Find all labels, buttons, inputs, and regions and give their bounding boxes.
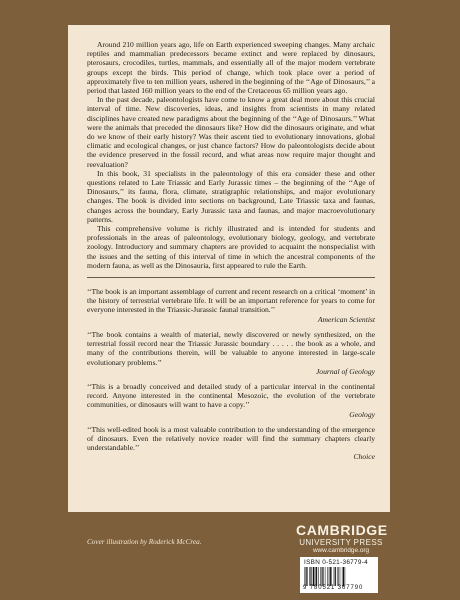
review-source: Geology [349,409,375,419]
barcode-bar [306,567,307,586]
barcode-bar [305,567,306,586]
barcode-bar [323,567,324,586]
barcode-bar [335,567,336,586]
review-quote [87,425,375,462]
barcode-bar [340,567,341,586]
barcode-bar [325,567,326,586]
barcode-bar [316,567,317,586]
barcode-bar [311,567,312,586]
barcode-bar [330,567,331,586]
barcode-bars [304,567,374,586]
section-divider [87,277,375,278]
isbn-label: ISBN 0-521-36779-4 [304,559,369,566]
barcode-bar [309,567,310,586]
description-paragraph: In the past decade, paleontologists have come to know a great deal more about this crucial interval of time. New discoveries, ideas, and insights from scientists in many related disciplines have created new paradigms about the beginning of the ‘‘Age of Dinosaurs.’’ What were the animals that preceded the dinosaurs like? How did the dinosaurs originate, and what do we know of their early history? Was their ascent tied to evolutionary innovations, global climatic and ecological changes, or just chance factors? How do paleontologists decide about the evidence preserved in the fossil record, and what areas now require major thought and reevaluation? [87,95,375,169]
review-source: Choice [353,452,375,462]
back-cover-text [87,40,375,468]
barcode [300,557,378,593]
barcode-bar [343,567,344,586]
barcode-bar [315,567,316,586]
description-paragraph: This comprehensive volume is richly illustrated and is intended for students and professionals in the areas of paleontology, evolutionary biology, geology, and vertebrate zoology. Introductory and summary chapters are provided to acquaint the nonspecialist with the issues and the setting of this interval of time in which the ancestral components of the modern fauna, as well as the Dinosauria, first appeared to rule the Earth. [87,224,375,270]
barcode-bar [345,567,346,586]
review-text: ‘‘The book contains a wealth of material, newly discovered or newly synthesized, on the terrestrial fossil record near the Triassic Jurassic boundary . . . . . the book as a whole, and many of the contributions therein, will be valuable to anyone interested in large-scale evolutionary problems.’’ [87,329,375,367]
publisher-name: CAMBRIDGE [296,522,388,538]
barcode-bar [322,567,323,586]
review-text: ‘‘This is a broadly conceived and detailed study of a particular interval in the continental record. Anyone interested in the continental Mesozoic, the evolution of the vertebrate communities, or dinosaurs will want to have a copy.’’ [87,381,375,410]
publisher-url: www.cambridge.org [312,547,370,554]
description-paragraph: Around 210 million years ago, life on Earth experienced sweeping changes. Many archaic reptiles and mammalian predecessors became extinct and were replaced by dinosaurs, pterosaurs, crocodiles, turtles, mammals, and essentially all of the major modern vertebrate groups except the birds. This period of change, which took place over a period of approximately five to ten million years, ushered in the beginning of the ‘‘Age of Dinosaurs,’’ a period that lasted 160 million years to the end of the Cretaceous 65 million years ago. [87,40,375,96]
cover-credit: Cover illustration by Roderick McCrea. [87,538,202,546]
review-source: Journal of Geology [315,366,375,376]
barcode-bar [342,567,343,586]
barcode-bar [329,567,330,586]
publisher-logo [296,523,386,555]
barcode-bar [338,567,339,586]
barcode-bar [327,567,328,586]
review-quote [87,330,375,376]
review-quote [87,287,375,324]
review-source: American Scientist [317,314,375,324]
publisher-press: UNIVERSITY PRESS [299,538,383,547]
review-text: ‘‘This well-edited book is a most valuable contribution to the understanding of the emergence of dinosaurs. Even the relatively novice reader will find the summary chapters clearly understandable.’’ [87,424,375,453]
barcode-bar [331,567,332,586]
barcode-bar [320,567,321,586]
barcode-bar [318,567,319,586]
review-text: ‘‘The book is an important assemblage of current and recent research on a critical ‘moment’ in the history of terrestrial vertebrate life. It will be an important reference for years to come for everyone interested in the Triassic-Jurassic faunal transition.’’ [87,287,375,315]
barcode-bar [307,567,308,586]
barcode-bar [334,567,335,586]
barcode-bar [337,567,338,586]
review-quote [87,382,375,419]
description-paragraph: In this book, 31 specialists in the paleontology of this era consider these and other questions related to Late Triassic and Early Jurassic times – the beginning of the ‘‘Age of Dinosaurs,’’ its fauna, flora, climate, stratigraphic relationships, and major evolutionary changes. The book is divided into sections on background, Late Triassic taxa and faunas, changes across the boundary, Early Jurassic taxa and faunas, and major macroevolutionary patterns. [87,168,375,224]
barcode-bar [313,567,315,586]
barcode-number: 9 780521 367790 [303,585,364,591]
